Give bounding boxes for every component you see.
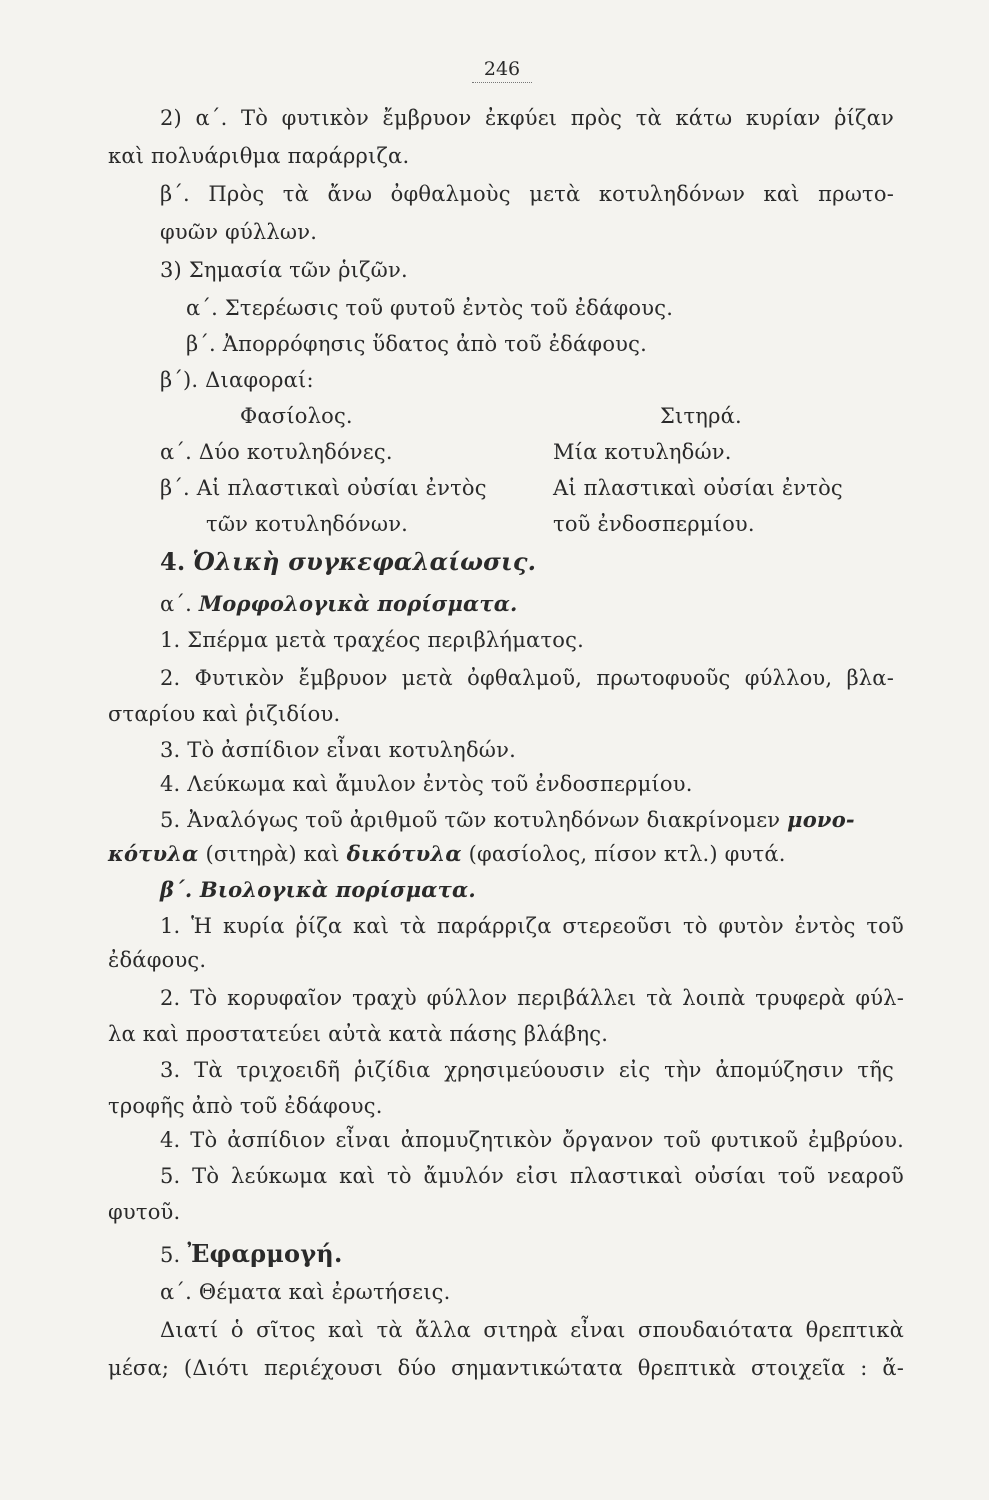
text-line: β΄. Ἀπορρόφησις ὕδατος ἀπὸ τοῦ ἐδάφους. <box>186 332 647 356</box>
section-number: 5. <box>160 1243 181 1267</box>
text-line-right: Μία κοτυληδών. <box>553 440 732 464</box>
emphasis-term: μονο- <box>787 807 855 832</box>
section-number: 4. <box>160 547 186 576</box>
section-title: Ἐφαρμογή. <box>187 1239 343 1268</box>
text-line: καὶ πολυάριθμα παράρριζα. <box>108 144 410 168</box>
text-line-left: β΄. Αἱ πλαστικαὶ οὐσίαι ἐντὸς <box>160 476 487 500</box>
emphasis-term: κότυλα <box>108 841 199 866</box>
text-line: α΄. Στερέωσις τοῦ φυτοῦ ἐντὸς τοῦ ἐδάφους. <box>186 296 674 320</box>
text-line: β΄. Πρὸς τὰ ἄνω ὀφθαλμοὺς μετὰ κοτυληδόνων καὶ πρωτο- <box>160 182 894 206</box>
column-header-right: Σιτηρά. <box>660 404 742 428</box>
subsection-title: Μορφολογικὰ πορίσματα. <box>198 591 518 616</box>
text-line: φυῶν φύλλων. <box>160 220 318 244</box>
text-line: σταρίου καὶ ῥιζιδίου. <box>108 702 341 726</box>
text-line-left: α΄. Δύο κοτυληδόνες. <box>160 440 393 464</box>
text-span: (σιτηρὰ) καὶ <box>205 842 340 866</box>
text-line <box>108 840 786 868</box>
text-line: β΄). Διαφοραί: <box>160 368 314 392</box>
text-line: 2. Τὸ κορυφαῖον τραχὺ φύλλον περιβάλλει τὰ λοιπὰ τρυφερὰ φύλ- <box>160 986 904 1010</box>
subsection-prefix: α΄. <box>160 592 192 616</box>
text-line: 2. Φυτικὸν ἔμβρυον μετὰ ὀφθαλμοῦ, πρωτοφυοῦς φύλλου, βλα- <box>160 666 894 690</box>
text-line-right: Αἱ πλαστικαὶ οὐσίαι ἐντὸς <box>553 476 843 500</box>
text-line: λα καὶ προστατεύει αὐτὰ κατὰ πάσης βλάβης. <box>108 1022 609 1046</box>
text-line: φυτοῦ. <box>108 1200 181 1224</box>
text-line: Διατί ὁ σῖτος καὶ τὰ ἄλλα σιτηρὰ εἶναι σπουδαιότατα θρεπτικὰ <box>160 1318 904 1342</box>
text-line: 2) α΄. Τὸ φυτικὸν ἔμβρυον ἐκφύει πρὸς τὰ κάτω κυρίαν ῥίζαν <box>160 106 894 130</box>
page-number: 246 <box>472 58 532 83</box>
text-line: ἐδάφους. <box>108 948 207 972</box>
text-line: 4. Λεύκωμα καὶ ἄμυλον ἐντὸς τοῦ ἐνδοσπερμίου. <box>160 772 693 796</box>
text-line-left: τῶν κοτυληδόνων. <box>206 512 409 536</box>
text-line: 3) Σημασία τῶν ῥιζῶν. <box>160 258 408 282</box>
column-header-left: Φασίολος. <box>240 404 353 428</box>
text-span: 5. Ἀναλόγως τοῦ ἀριθμοῦ τῶν κοτυληδόνων διακρίνομεν <box>160 808 781 832</box>
section-heading-5 <box>160 1240 343 1269</box>
subsection-heading: β΄. Βιολογικὰ πορίσματα. <box>160 877 476 902</box>
emphasis-term: δικότυλα <box>346 841 462 866</box>
text-line <box>160 806 894 834</box>
text-line: 1. Ἡ κυρία ῥίζα καὶ τὰ παράρριζα στερεοῦσι τὸ φυτὸν ἐντὸς τοῦ <box>160 914 904 938</box>
text-line: 3. Τὸ ἀσπίδιον εἶναι κοτυληδών. <box>160 738 516 762</box>
text-line: 5. Τὸ λεύκωμα καὶ τὸ ἄμυλόν εἰσι πλαστικαὶ οὐσίαι τοῦ νεαροῦ <box>160 1164 904 1188</box>
text-line: μέσα; (Διότι περιέχουσι δύο σημαντικώτατα θρεπτικὰ στοιχεῖα : ἄ- <box>108 1356 904 1380</box>
text-span: (φασίολος, πίσον κτλ.) φυτά. <box>468 842 786 866</box>
section-heading-4 <box>160 548 536 577</box>
section-title: Ὁλικὴ συγκεφαλαίωσις. <box>192 547 537 576</box>
text-line: 1. Σπέρμα μετὰ τραχέος περιβλήματος. <box>160 628 584 652</box>
text-line: 4. Τὸ ἀσπίδιον εἶναι ἀπομυζητικὸν ὄργανον τοῦ φυτικοῦ ἐμβρύου. <box>160 1128 904 1152</box>
subsection-heading <box>160 590 518 618</box>
text-line-right: τοῦ ἐνδοσπερμίου. <box>553 512 755 536</box>
text-line: 3. Τὰ τριχοειδῆ ῥιζίδια χρησιμεύουσιν εἰς τὴν ἀπομύζησιν τῆς <box>160 1058 894 1082</box>
text-line: τροφῆς ἀπὸ τοῦ ἐδάφους. <box>108 1094 383 1118</box>
subsection-heading: α΄. Θέματα καὶ ἐρωτήσεις. <box>160 1280 451 1304</box>
